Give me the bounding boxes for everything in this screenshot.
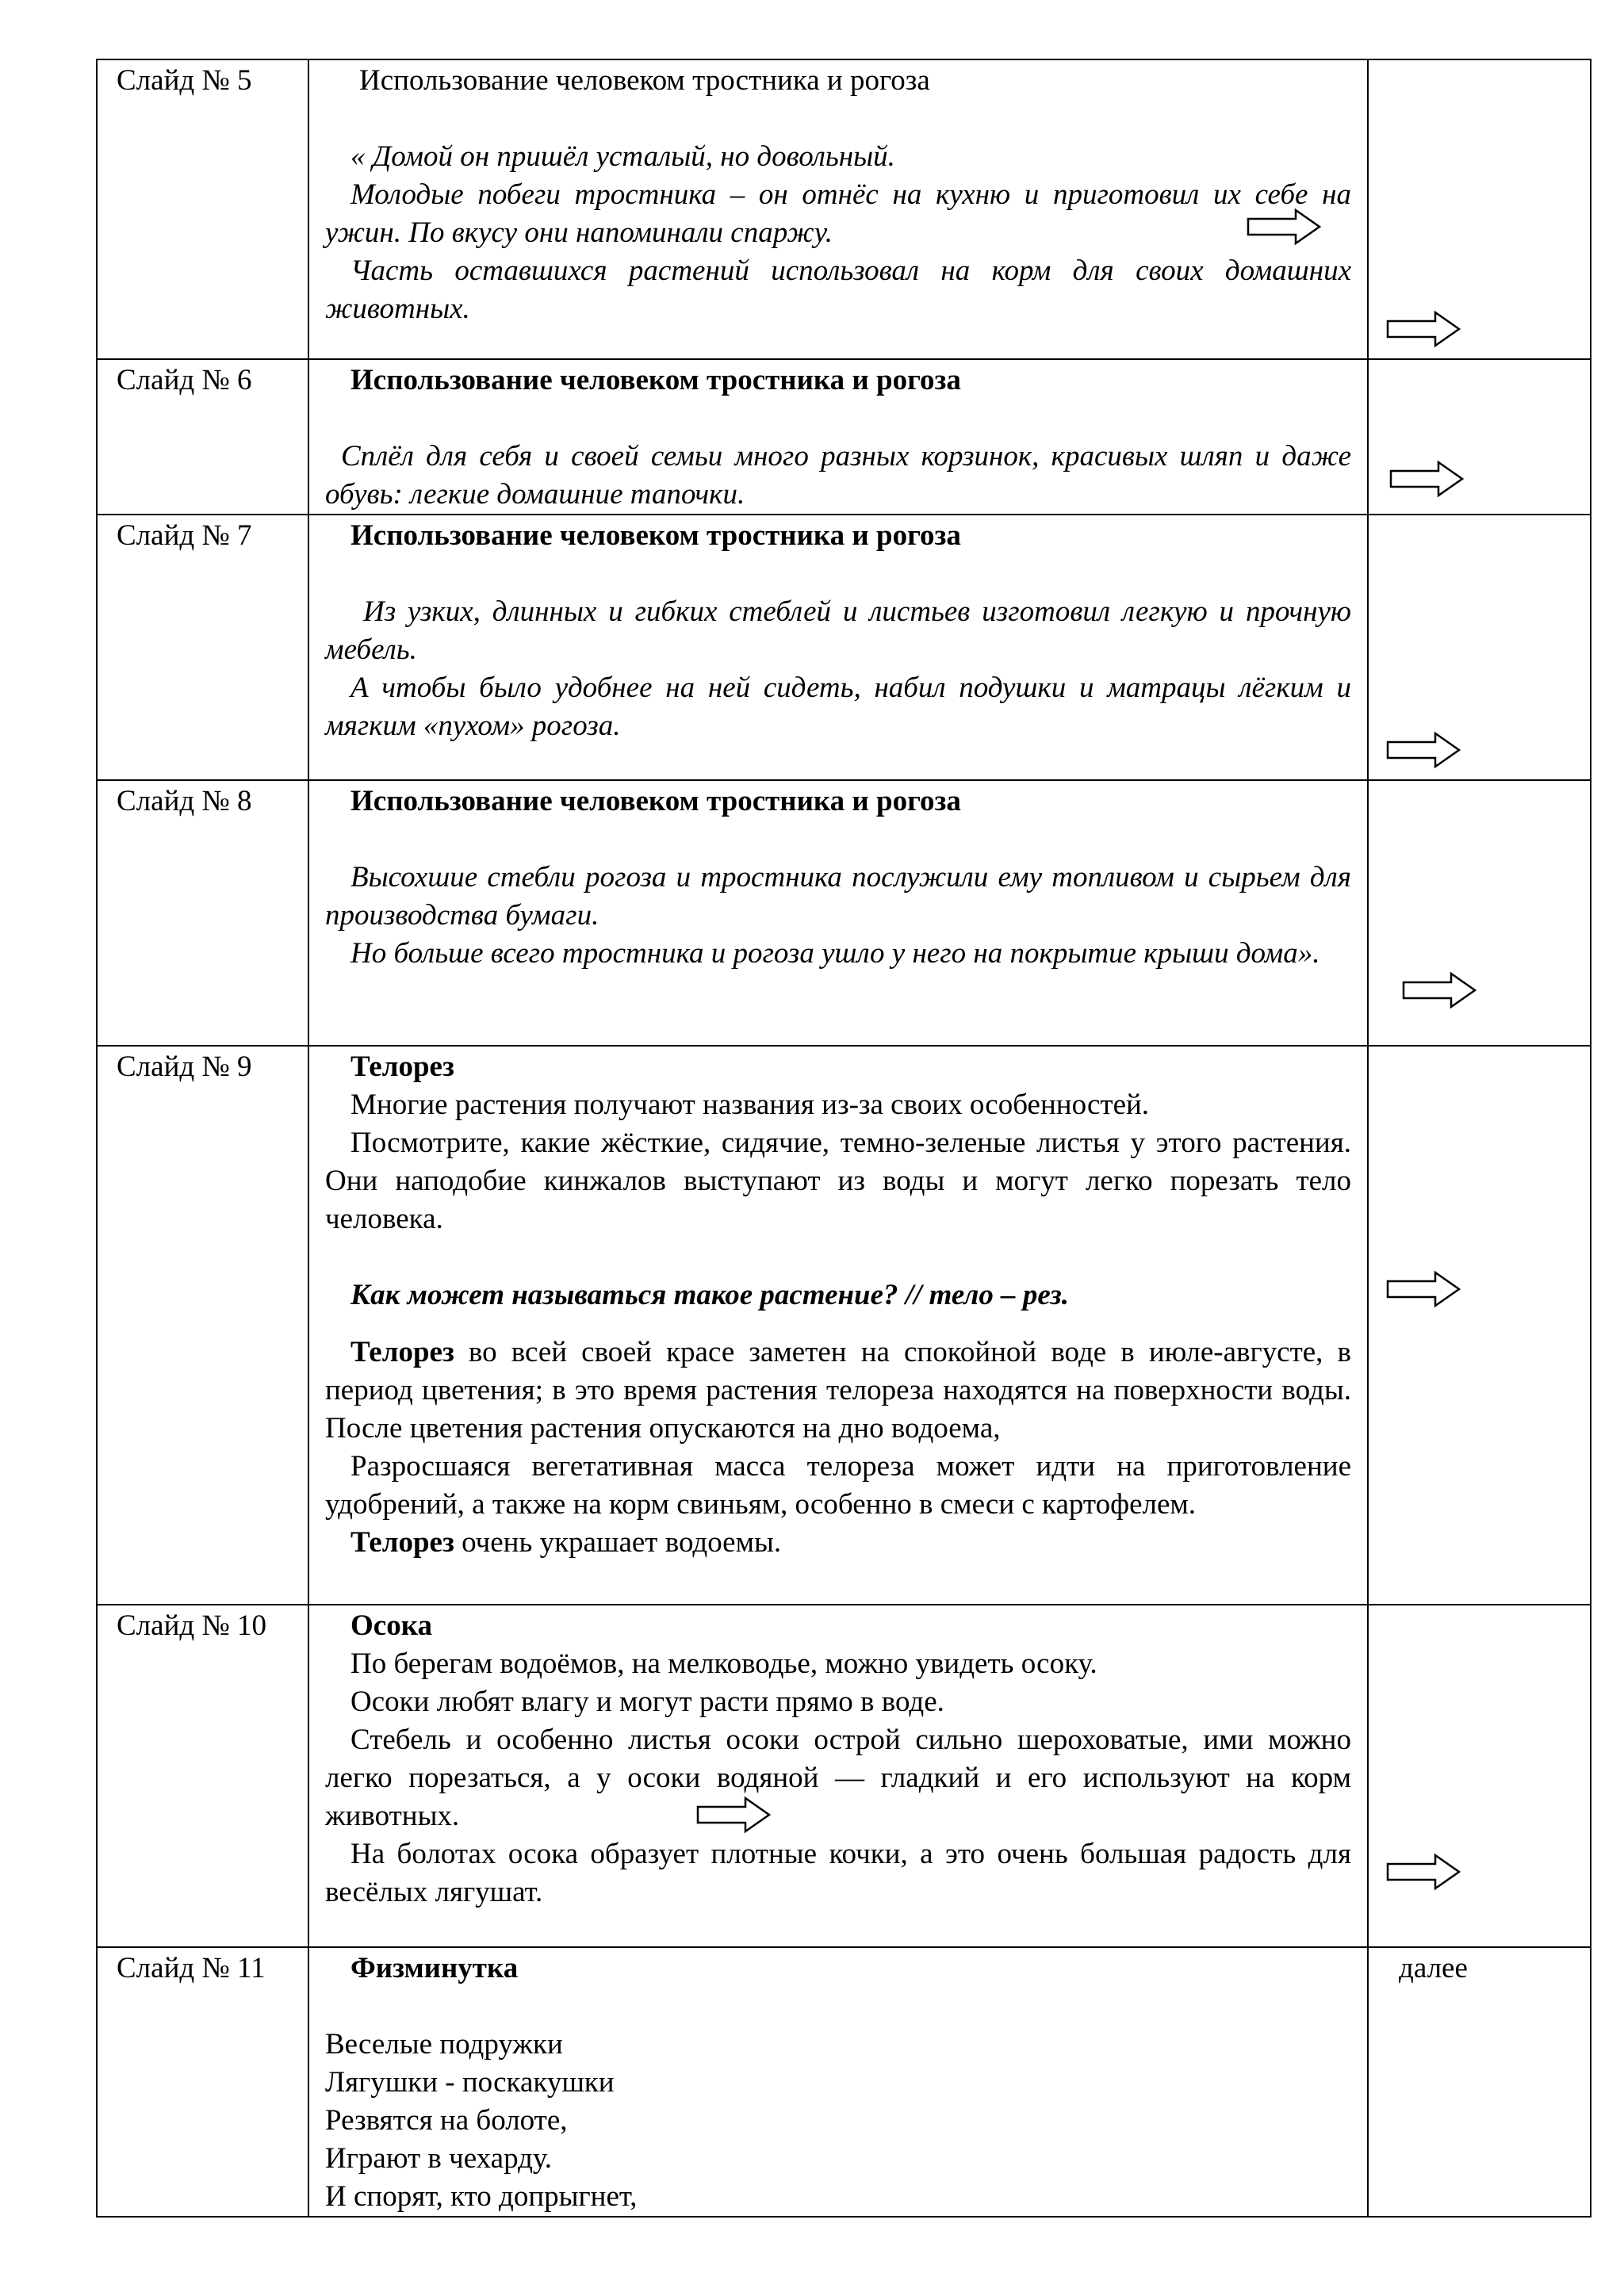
right-arrow-icon [1247, 208, 1322, 246]
poem-line: Резвятся на болоте, [325, 2104, 568, 2137]
text-line: А чтобы было удобнее на ней сидеть, набил подушки и матрацы лёгким и мягким «пухом» рогоза. [325, 672, 1351, 742]
slide-number-cell [97, 515, 308, 780]
poem-line: Лягушки - поскакушки [325, 2066, 615, 2099]
slide-content-cell [308, 1046, 1368, 1605]
text-line: По берегам водоёмов, на мелководье, можно увидеть осоку. [350, 1647, 1097, 1680]
table-row [97, 780, 1591, 1046]
text-line: Многие растения получают названия из-за своих особенностей. [350, 1089, 1150, 1121]
slide-number: Слайд № 5 [117, 64, 252, 97]
table-row [97, 515, 1591, 780]
next-slide-arrow-icon[interactable] [1386, 1853, 1461, 1891]
lesson-table [96, 59, 1591, 2218]
navigation-cell [1368, 1605, 1591, 1947]
text-line: Разросшаяся вегетативная масса телореза может идти на приготовление удобрений, а также на корм свиньям, особенно в смеси с картофелем. [325, 1450, 1351, 1521]
table-row [97, 1947, 1591, 2217]
poem-line: И спорят, кто допрыгнет, [325, 2180, 638, 2213]
text-line: Из узких, длинных и гибких стеблей и листьев изготовил легкую и прочную мебель. [325, 595, 1351, 666]
next-slide-arrow-icon[interactable] [1389, 460, 1465, 498]
text-line: Высохшие стебли рогоза и тростника послужили ему топливом и сырьем для производства бумаги. [325, 861, 1351, 932]
text-line [325, 1524, 1351, 1562]
text-line: Но больше всего тростника и рогоза ушло у него на покрытие крыши дома». [350, 937, 1320, 970]
slide-number: Слайд № 6 [117, 364, 252, 396]
slide-number-cell [97, 359, 308, 515]
slide-number: Слайд № 10 [117, 1609, 266, 1642]
question-line: Как может называться такое растение? // тело – рез. [350, 1279, 1070, 1311]
slide-number: Слайд № 8 [117, 785, 252, 817]
poem-line: Играют в чехарду. [325, 2142, 552, 2175]
text-line: Стебель и особенно листья осоки острой сильно шероховатые, ими можно легко порезаться, а у осоки водяной — гладкий и его используют на корм животных. [325, 1724, 1351, 1832]
slide-number-cell [97, 1046, 308, 1605]
slide-number-cell [97, 1605, 308, 1947]
poem-line: Веселые подружки [325, 2028, 563, 2061]
text-line-body: во всей своей красе заметен на спокойной воде в июле-августе, в период цветения; в это время растения телореза находятся на поверхности воды. После цветения растения опускаются на дно водоема, [325, 1336, 1351, 1445]
slide-heading: Осока [350, 1609, 432, 1642]
slide-heading: Телорез [350, 1050, 454, 1083]
navigation-cell [1368, 59, 1591, 359]
table-row [97, 359, 1591, 515]
table-row [97, 59, 1591, 359]
text-line: Часть оставшихся растений использовал на корм для своих домашних животных. [325, 254, 1351, 325]
navigation-cell [1368, 359, 1591, 515]
slide-number-cell [97, 1947, 308, 2217]
slide-number-cell [97, 780, 308, 1046]
next-slide-arrow-icon[interactable] [1386, 1270, 1461, 1308]
slide-content-cell [308, 359, 1368, 515]
slide-heading: Использование человеком тростника и рогоза [350, 519, 961, 552]
text-line: « Домой он пришёл усталый, но довольный. [350, 140, 895, 173]
table-row [97, 1046, 1591, 1605]
right-arrow-icon [696, 1796, 772, 1834]
slide-content-cell [308, 515, 1368, 780]
navigation-cell [1368, 515, 1591, 780]
next-slide-arrow-icon[interactable] [1386, 731, 1461, 769]
text-line: Осоки любят влагу и могут расти прямо в воде. [350, 1686, 944, 1718]
text-line: Посмотрите, какие жёсткие, сидячие, темно-зеленые листья у этого растения. Они наподобие кинжалов выступают из воды и могут легко порезать тело человека. [325, 1127, 1351, 1235]
slide-heading: Физминутка [350, 1952, 519, 1984]
text-line: Сплёл для себя и своей семьи много разных корзинок, красивых шляп и даже обувь: легкие домашние тапочки. [325, 440, 1351, 511]
slide-number: Слайд № 9 [117, 1050, 252, 1083]
table-row [97, 1605, 1591, 1947]
slide-heading: Использование человеком тростника и рогоза [350, 364, 961, 396]
navigation-cell [1368, 1947, 1591, 2217]
term-telorez: Телорез [350, 1526, 454, 1559]
slide-number: Слайд № 11 [117, 1952, 266, 1984]
slide-content-cell [308, 1605, 1368, 1947]
slide-number-cell [97, 59, 308, 359]
text-line: Молодые побеги тростника – он отнёс на кухню и приготовил их себе на ужин. По вкусу они напоминали спаржу. [325, 178, 1351, 249]
term-telorez: Телорез [350, 1336, 454, 1368]
slide-content-cell [308, 780, 1368, 1046]
slide-heading: Использование человеком тростника и рогоза [350, 785, 961, 817]
slide-number: Слайд № 7 [117, 519, 252, 552]
navigation-cell [1368, 1046, 1591, 1605]
text-line-body: очень украшает водоемы. [454, 1526, 782, 1559]
slide-heading: Использование человеком тростника и рогоза [359, 64, 930, 97]
text-line: На болотах осока образует плотные кочки, а это очень большая радость для весёлых лягушат. [325, 1838, 1351, 1908]
next-slide-arrow-icon[interactable] [1402, 971, 1477, 1009]
next-link[interactable]: далее [1399, 1952, 1468, 1984]
text-line [325, 1334, 1351, 1448]
next-slide-arrow-icon[interactable] [1386, 310, 1461, 348]
slide-content-cell [308, 1947, 1368, 2217]
slide-content-cell [308, 59, 1368, 359]
navigation-cell [1368, 780, 1591, 1046]
